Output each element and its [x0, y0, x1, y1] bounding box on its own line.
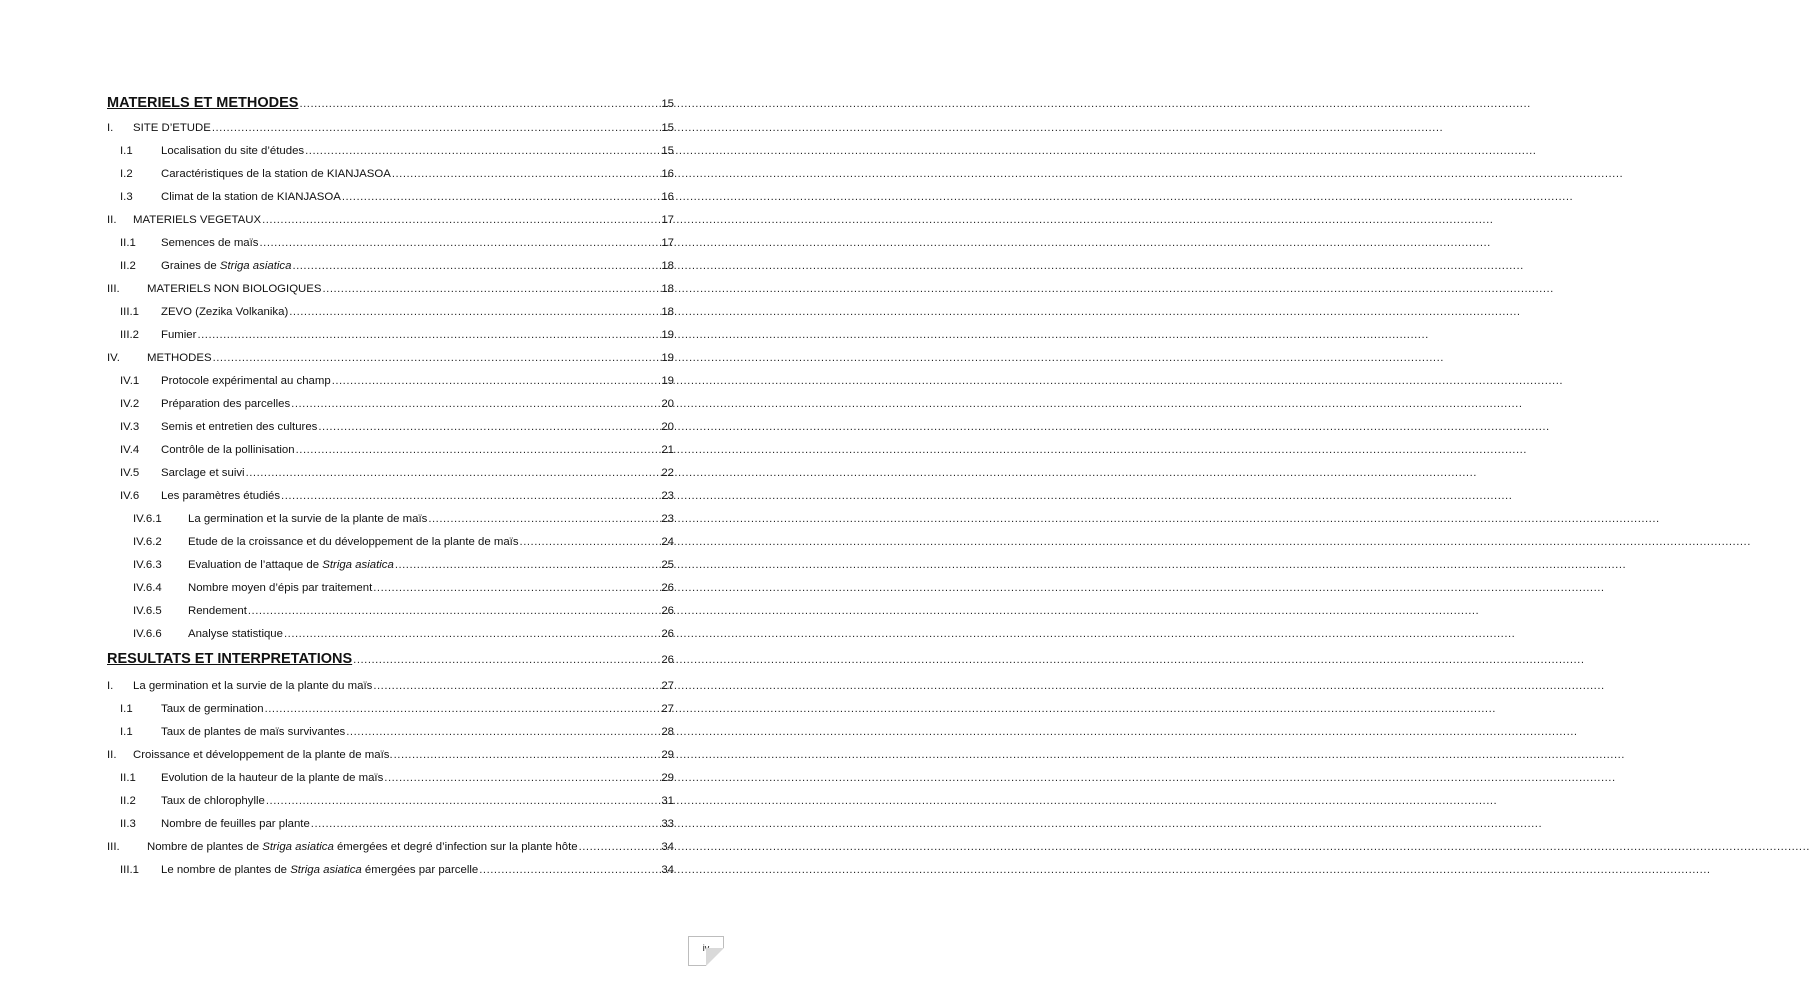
dot-leader	[479, 863, 660, 877]
toc-entry-title: Nombre de plantes de Striga asiatica émergées et degré d’infection sur la plante hôte	[147, 841, 578, 853]
toc-entry-title: Localisation du site d’études	[161, 145, 305, 157]
toc-entry[interactable]	[107, 190, 674, 204]
toc-entry-number: IV.6	[120, 490, 140, 502]
toc-entry[interactable]	[107, 121, 674, 135]
toc-entry-number: I.3	[120, 191, 133, 203]
toc-entry-title: Contrôle de la pollinisation	[161, 444, 295, 456]
toc-entry[interactable]	[107, 652, 674, 667]
toc-entry[interactable]	[107, 512, 674, 526]
toc-entry-page: 27	[661, 680, 674, 692]
toc-entry-title: Fumier	[161, 329, 197, 341]
dot-leader	[395, 558, 661, 572]
dot-leader	[262, 213, 660, 227]
toc-entry-title: MATERIELS VEGETAUX	[133, 214, 262, 226]
toc-entry-number: I.	[107, 680, 114, 692]
toc-entry[interactable]	[107, 627, 674, 641]
toc-entry-number: IV.6.1	[133, 513, 162, 525]
dot-leader	[213, 351, 661, 365]
toc-entry-number: I.1	[120, 726, 133, 738]
toc-entry-number: II.	[107, 214, 117, 226]
toc-entry[interactable]	[107, 535, 674, 549]
toc-entry-page: 19	[661, 352, 674, 364]
folded-corner-icon	[706, 948, 724, 966]
toc-entry[interactable]	[107, 558, 674, 572]
toc-entry-page: 27	[661, 703, 674, 715]
toc-entry-number: II.1	[120, 237, 136, 249]
toc-entry-page: 31	[661, 795, 674, 807]
toc-entry-number: II.3	[120, 818, 136, 830]
toc-entry-number: I.1	[120, 703, 133, 715]
toc-entry-page: 26	[661, 654, 674, 666]
toc-entry[interactable]	[107, 351, 674, 365]
toc-entry[interactable]	[107, 420, 674, 434]
dot-leader	[305, 144, 660, 158]
toc-entry-page: 23	[661, 513, 674, 525]
toc-entry[interactable]	[107, 282, 674, 296]
toc-entry-page: 20	[661, 421, 674, 433]
toc-entry[interactable]	[107, 679, 674, 693]
toc-entry-number: IV.6.3	[133, 559, 162, 571]
toc-entry[interactable]	[107, 489, 674, 503]
toc-entry-number: I.1	[120, 145, 133, 157]
toc-entry-number: IV.6.6	[133, 628, 162, 640]
toc-entry-number: III.	[107, 841, 120, 853]
toc-entry-page: 34	[661, 841, 674, 853]
toc-entry-number: II.2	[120, 795, 136, 807]
dot-leader	[266, 794, 660, 808]
dot-leader	[265, 702, 661, 716]
toc-entry[interactable]	[107, 702, 674, 716]
dot-leader	[281, 489, 660, 503]
toc-entry-page: 29	[661, 772, 674, 784]
toc-entry[interactable]	[107, 725, 674, 739]
dot-leader	[342, 190, 661, 204]
toc-entry-title: Croissance et développement de la plante de maïs.	[133, 749, 393, 761]
dot-leader	[292, 259, 660, 273]
toc-entry-page: 22	[661, 467, 674, 479]
toc-entry-page: 25	[661, 559, 674, 571]
toc-entry-number: IV.	[107, 352, 120, 364]
toc-entry-page: 16	[661, 191, 674, 203]
toc-entry-title: RESULTATS ET INTERPRETATIONS	[107, 651, 353, 667]
toc-entry[interactable]	[107, 863, 674, 877]
toc-entry-page: 18	[661, 260, 674, 272]
toc-entry-number: IV.2	[120, 398, 140, 410]
toc-entry-title: Les paramètres étudiés	[161, 490, 281, 502]
toc-entry-title: Graines de Striga asiatica	[161, 260, 292, 272]
toc-entry-page: 17	[661, 214, 674, 226]
toc-entry-page: 19	[661, 329, 674, 341]
toc-entry[interactable]	[107, 748, 674, 762]
toc-entry-title: Rendement	[188, 605, 247, 617]
toc-entry-title: Nombre de feuilles par plante	[161, 818, 310, 830]
toc-entry-title: La germination et la survie de la plante de maïs	[188, 513, 428, 525]
toc-entry-number: III.2	[120, 329, 139, 341]
toc-entry-page: 17	[661, 237, 674, 249]
toc-entry[interactable]	[107, 397, 674, 411]
toc-entry[interactable]	[107, 794, 674, 808]
toc-entry-title: Caractéristiques de la station de KIANJASOA	[161, 168, 391, 180]
toc-entry-page: 33	[661, 818, 674, 830]
dot-leader	[384, 771, 660, 785]
dot-leader	[373, 679, 660, 693]
toc-entry-title: METHODES	[147, 352, 212, 364]
toc-entry-number: IV.4	[120, 444, 140, 456]
toc-entry-title: Analyse statistique	[188, 628, 283, 640]
toc-entry[interactable]	[107, 817, 674, 831]
toc-entry-number: II.2	[120, 260, 136, 272]
dot-leader	[248, 604, 660, 618]
toc-entry-number: I.2	[120, 168, 133, 180]
toc-entry-title: Protocole expérimental au champ	[161, 375, 331, 387]
dot-leader	[284, 627, 660, 641]
toc-entry[interactable]	[107, 771, 674, 785]
dot-leader	[291, 397, 660, 411]
toc-entry-number: II.	[107, 749, 117, 761]
toc-entry-page: 26	[661, 582, 674, 594]
toc-entry-page: 16	[661, 168, 674, 180]
toc-entry[interactable]	[107, 443, 674, 457]
toc-entry-page: 26	[661, 628, 674, 640]
toc-entry[interactable]	[107, 144, 674, 158]
toc-entry-title: ZEVO (Zezika Volkanika)	[161, 306, 289, 318]
toc-entry-page: 21	[661, 444, 674, 456]
toc-entry-title: Taux de germination	[161, 703, 264, 715]
toc-entry-number: IV.6.2	[133, 536, 162, 548]
toc-entry-title: Taux de plantes de maïs survivantes	[161, 726, 346, 738]
toc-entry[interactable]	[107, 236, 674, 250]
toc-entry[interactable]	[107, 840, 674, 854]
toc-entry-title: La germination et la survie de la plante du maïs	[133, 680, 373, 692]
dot-leader	[311, 817, 661, 831]
toc-entry[interactable]	[107, 167, 674, 181]
toc-entry-number: I.	[107, 122, 114, 134]
toc-entry-page: 15	[661, 122, 674, 134]
toc-entry-number: IV.5	[120, 467, 140, 479]
toc-entry[interactable]	[107, 213, 674, 227]
page-number-box	[688, 936, 724, 966]
dot-leader	[197, 328, 660, 342]
dot-leader	[318, 420, 660, 434]
dot-leader	[322, 282, 660, 296]
toc-entry-page: 19	[661, 375, 674, 387]
toc-entry[interactable]	[107, 259, 674, 273]
dot-leader	[392, 167, 661, 181]
dot-leader	[332, 374, 661, 388]
toc-entry-page: 29	[661, 749, 674, 761]
toc-entry-number: IV.6.5	[133, 605, 162, 617]
toc-entry-title: Taux de chlorophylle	[161, 795, 265, 807]
dot-leader	[394, 748, 661, 762]
toc-entry-page: 20	[661, 398, 674, 410]
toc-entry-page: 18	[661, 283, 674, 295]
toc-entry-number: III.1	[120, 306, 139, 318]
dot-leader	[299, 97, 660, 111]
toc-entry[interactable]	[107, 305, 674, 319]
dot-leader	[428, 512, 660, 526]
toc-entry-title: Semences de maïs	[161, 237, 259, 249]
toc-entry-title: Semis et entretien des cultures	[161, 421, 318, 433]
toc-entry-title: Préparation des parcelles	[161, 398, 291, 410]
toc-entry-title: Evaluation de l’attaque de Striga asiatica	[188, 559, 394, 571]
toc-entry-title: Evolution de la hauteur de la plante de maïs	[161, 772, 384, 784]
toc-entry-number: IV.1	[120, 375, 140, 387]
dot-leader	[246, 466, 661, 480]
toc-entry-number: II.1	[120, 772, 136, 784]
dot-leader	[260, 236, 661, 250]
toc-entry[interactable]	[107, 328, 674, 342]
toc-entry-title: SITE D’ETUDE	[133, 122, 211, 134]
toc-entry-title: Sarclage et suivi	[161, 467, 245, 479]
dot-leader	[520, 535, 661, 549]
toc-entry-page: 15	[661, 145, 674, 157]
toc-entry-page: 18	[661, 306, 674, 318]
toc-entry[interactable]	[107, 374, 674, 388]
toc-entry[interactable]	[107, 604, 674, 618]
toc-entry-page: 28	[661, 726, 674, 738]
toc-entry-number: IV.6.4	[133, 582, 162, 594]
dot-leader	[346, 725, 660, 739]
toc-entry[interactable]	[107, 96, 674, 111]
toc-entry-title: MATERIELS NON BIOLOGIQUES	[147, 283, 322, 295]
dot-leader	[289, 305, 660, 319]
toc-entry-title: Le nombre de plantes de Striga asiatica émergées par parcelle	[161, 864, 479, 876]
toc-entry-page: 15	[661, 98, 674, 110]
toc-entry[interactable]	[107, 581, 674, 595]
toc-entry-page: 34	[661, 864, 674, 876]
toc-entry-page: 24	[661, 536, 674, 548]
dot-leader	[373, 581, 660, 595]
dot-leader	[353, 653, 660, 667]
dot-leader	[296, 443, 661, 457]
dot-leader	[579, 840, 661, 854]
toc-entry-number: IV.3	[120, 421, 140, 433]
toc-entry-title: Climat de la station de KIANJASOA	[161, 191, 341, 203]
dot-leader	[212, 121, 660, 135]
toc-entry-page: 23	[661, 490, 674, 502]
toc-entry-title: Nombre moyen d’épis par traitement	[188, 582, 373, 594]
toc-entry-title: MATERIELS ET METHODES	[107, 95, 299, 111]
toc-entry-number: III.1	[120, 864, 139, 876]
toc-entry-page: 26	[661, 605, 674, 617]
page-number: iv	[702, 943, 710, 953]
toc-entry[interactable]	[107, 466, 674, 480]
toc-entry-title: Etude de la croissance et du développement de la plante de maïs	[188, 536, 519, 548]
toc-entry-number: III.	[107, 283, 120, 295]
